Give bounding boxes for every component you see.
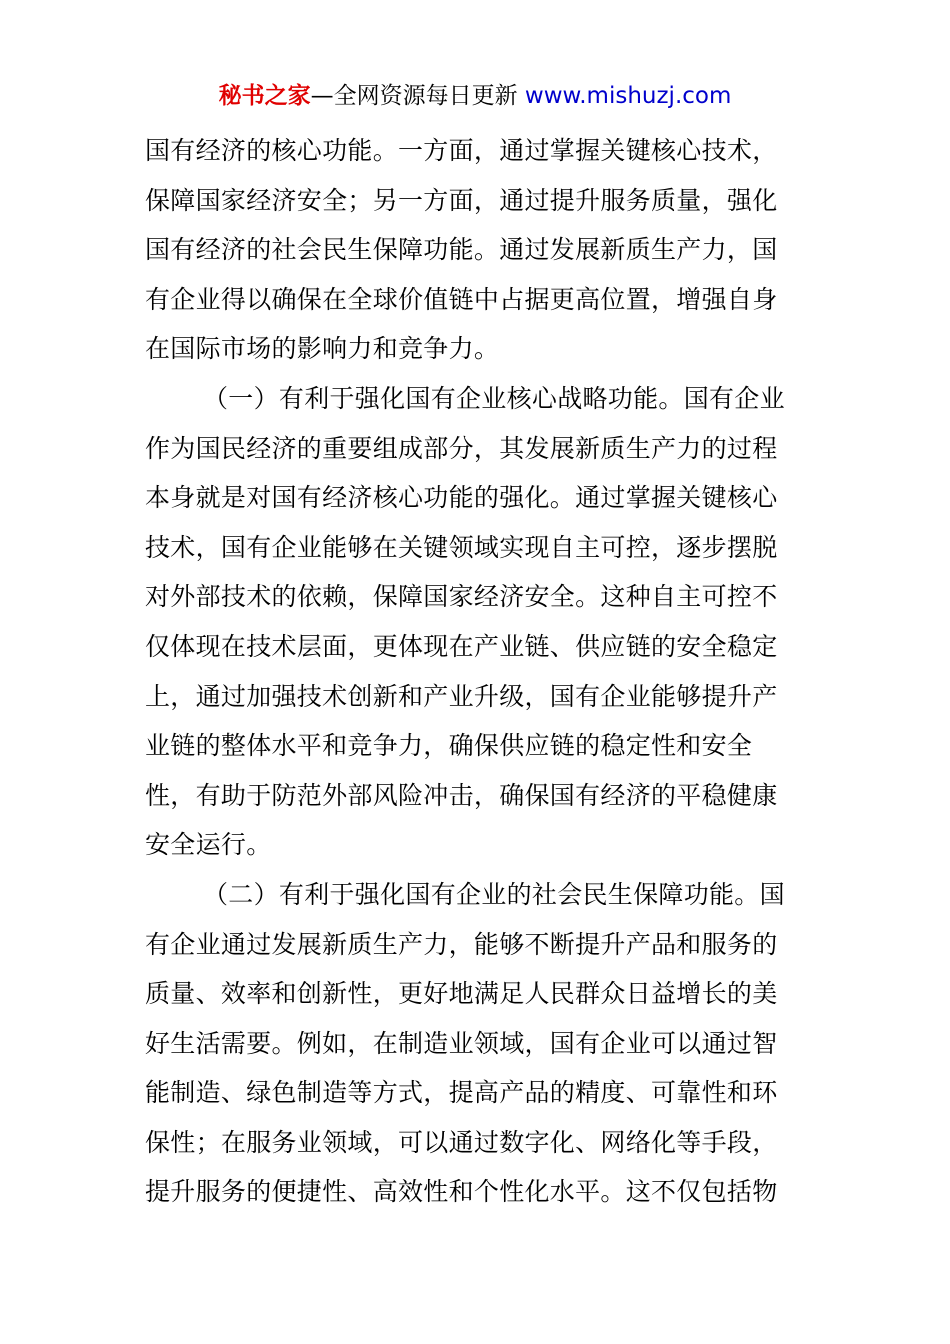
text-line: 业链的整体水平和竞争力，确保供应链的稳定性和安全 [145, 731, 753, 761]
section-heading-line: （二）有利于强化国有企业的社会民生保障功能。国 [203, 879, 785, 909]
text-line: 国有经济的社会民生保障功能。通过发展新质生产力，国 [145, 235, 778, 265]
text-line: 技术，国有企业能够在关键领域实现自主可控，逐步摆脱 [145, 532, 778, 562]
text-line: 好生活需要。例如，在制造业领域，国有企业可以通过智 [145, 1028, 778, 1058]
text-line: 保障国家经济安全；另一方面，通过提升服务质量，强化 [145, 185, 778, 215]
text-line: 提升服务的便捷性、高效性和个性化水平。这不仅包括物 [145, 1177, 778, 1207]
text-line: 保性；在服务业领域，可以通过数字化、网络化等手段， [145, 1127, 778, 1157]
text-line: 有企业得以确保在全球价值链中占据更高位置，增强自身 [145, 284, 778, 314]
text-line: 对外部技术的依赖，保障国家经济安全。这种自主可控不 [145, 582, 778, 612]
text-line: 性，有助于防范外部风险冲击，确保国有经济的平稳健康 [145, 780, 778, 810]
text-line: 本身就是对国有经济核心功能的强化。通过掌握关键核心 [145, 483, 778, 513]
text-line: 有企业通过发展新质生产力，能够不断提升产品和服务的 [145, 929, 778, 959]
header-tagline: —全网资源每日更新 [310, 83, 525, 109]
header-site-link[interactable]: www.mishuzj.com [524, 83, 732, 109]
text-line: 国有经济的核心功能。一方面，通过掌握关键核心技术， [145, 136, 778, 165]
header-brand: 秘书之家 [218, 83, 311, 109]
page-header [0, 80, 950, 112]
text-line: 仅体现在技术层面，更体现在产业链、供应链的安全稳定 [145, 631, 778, 661]
text-line: 在国际市场的影响力和竞争力。 [145, 334, 500, 364]
text-line: 上，通过加强技术创新和产业升级，国有企业能够提升产 [145, 681, 778, 711]
text-line: 质量、效率和创新性，更好地满足人民群众日益增长的美 [145, 979, 778, 1009]
text-line: 安全运行。 [145, 830, 272, 860]
document-body [145, 126, 811, 1217]
text-line: 作为国民经济的重要组成部分，其发展新质生产力的过程 [145, 433, 778, 463]
text-line: 能制造、绿色制造等方式，提高产品的精度、可靠性和环 [145, 1078, 778, 1108]
section-heading-line: （一）有利于强化国有企业核心战略功能。国有企业 [203, 383, 785, 413]
